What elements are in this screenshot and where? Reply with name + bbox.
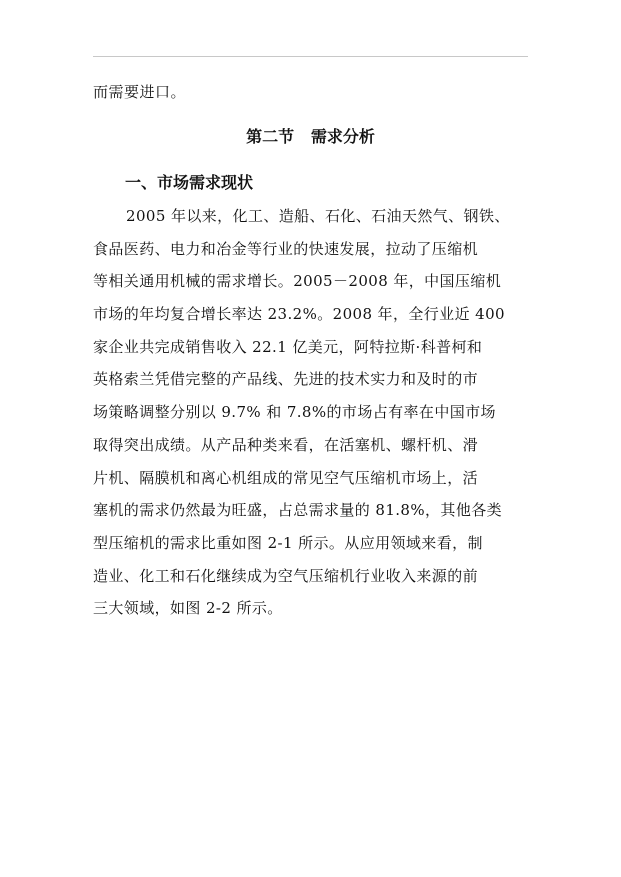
- section-title: 第二节 需求分析: [246, 127, 375, 146]
- paragraph-line: 家企业共完成销售收入 22.1 亿美元，阿特拉斯·科普柯和: [93, 337, 483, 356]
- paragraph-line: 市场的年均复合增长率达 23.2%。2008 年，全行业近 400: [93, 305, 505, 324]
- paragraph-line: 2005 年以来，化工、造船、石化、石油天然气、钢铁、: [126, 207, 510, 225]
- paragraph-line: 等相关通用机械的需求增长。2005－2008 年，中国压缩机: [93, 272, 502, 291]
- paragraph-line: 型压缩机的需求比重如图 2-1 所示。从应用领域来看，制: [93, 533, 483, 552]
- header-rule: [93, 56, 528, 57]
- carryover-text: 而需要进口。: [93, 83, 187, 101]
- paragraph-line: 塞机的需求仍然最为旺盛，占总需求量的 81.8%，其他各类: [93, 501, 503, 520]
- paragraph-line: 英格索兰凭借完整的产品线、先进的技术实力和及时的市: [93, 370, 479, 389]
- paragraph-line: 取得突出成绩。从产品种类来看，在活塞机、螺杆机、滑: [93, 435, 479, 454]
- paragraph-line: 食品医药、电力和冶金等行业的快速发展，拉动了压缩机: [93, 239, 479, 258]
- body-paragraph: [93, 206, 528, 631]
- paragraph-line: 片机、隔膜机和离心机组成的常见空气压缩机市场上，活: [93, 468, 479, 487]
- paragraph-line: 三大领域，如图 2-2 所示。: [93, 599, 283, 618]
- paragraph-line: 场策略调整分别以 9.7% 和 7.8%的市场占有率在中国市场: [93, 403, 496, 422]
- paragraph-line: 造业、化工和石化继续成为空气压缩机行业收入来源的前: [93, 566, 479, 585]
- subheading: 一、市场需求现状: [125, 173, 254, 192]
